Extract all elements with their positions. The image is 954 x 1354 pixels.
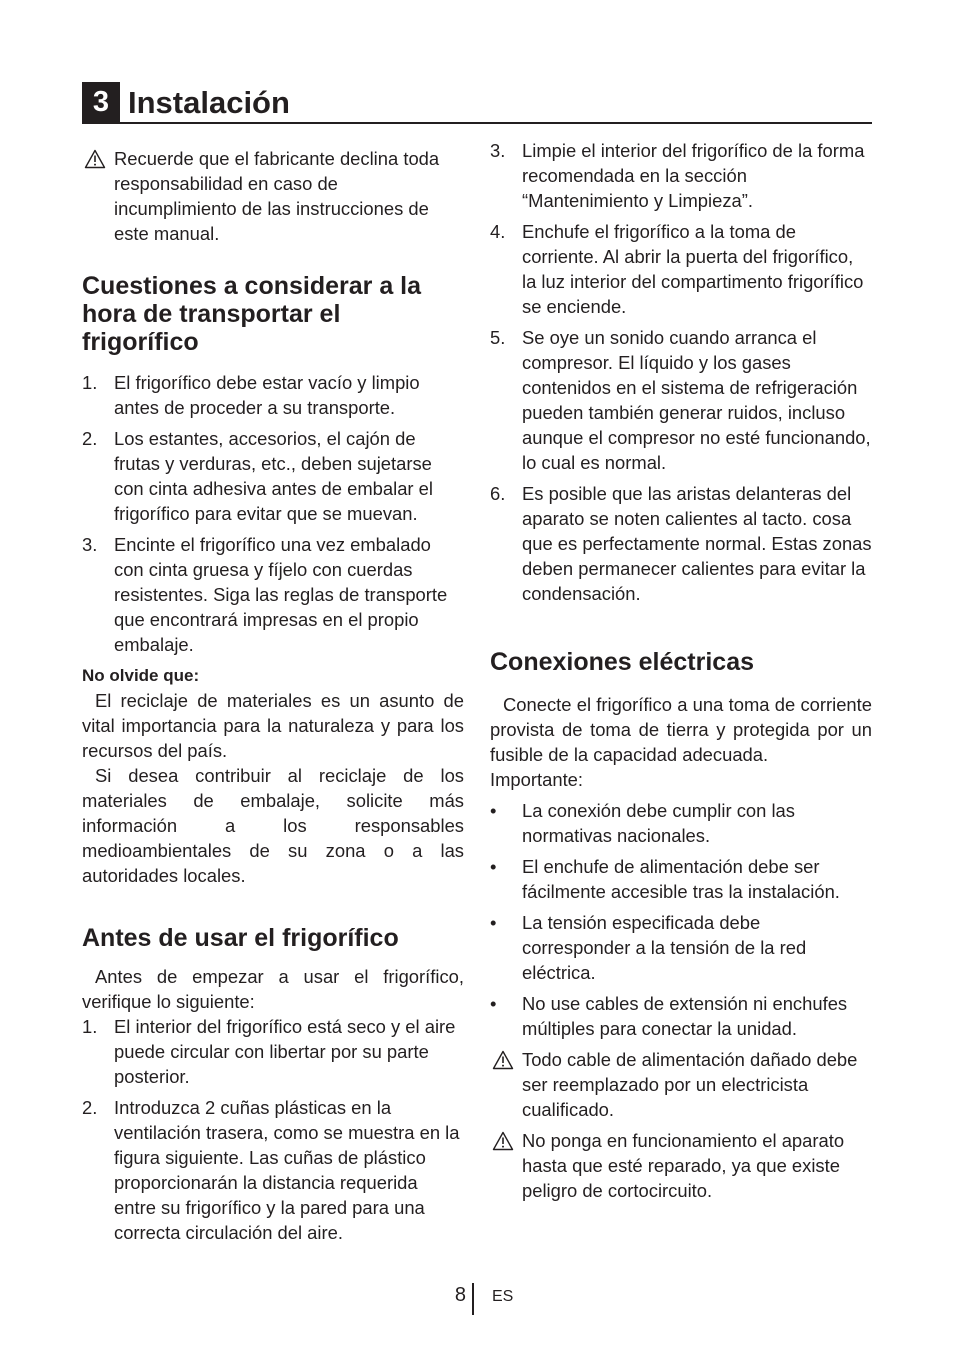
list-number: 5. [490, 327, 506, 348]
bullet-text: La conexión debe cumplir con las normativas nacionales. [522, 800, 795, 846]
list-item-text: Enchufe el frigorífico a la toma de corriente. Al abrir la puerta del frigorífico, la luz interior del compartimento frigorífico se enciende. [522, 221, 864, 317]
bullet-marker: • [490, 800, 497, 821]
section-header [82, 82, 872, 124]
warning-triangle-icon [492, 1050, 514, 1070]
list-item [490, 138, 872, 213]
page-number: 8 [454, 1284, 466, 1306]
bullet-marker: • [490, 912, 497, 933]
electrical-intro: Conecte el frigorífico a una toma de corriente provista de toma de tierra y protegida por un fusible de la capacidad adecuada. [490, 694, 872, 765]
footer-divider [472, 1283, 474, 1315]
list-item [490, 325, 872, 475]
list-item [490, 481, 872, 606]
warning-repair-text: No ponga en funcionamiento el aparato hasta que esté reparado, ya que existe peligro de cortocircuito. [522, 1130, 845, 1201]
section-number-badge: 3 [82, 82, 120, 123]
remember-label: No olvide que: [82, 666, 200, 685]
list-number: 4. [490, 221, 506, 242]
list-number: 1. [82, 1016, 98, 1037]
bullet-marker: • [490, 856, 497, 877]
list-item [82, 426, 464, 526]
list-item-text: Los estantes, accesorios, el cajón de frutas y verduras, etc., deben sujetarse con cinta adhesiva antes de embalar el frigorífico para evitar que se muevan. [114, 428, 433, 524]
list-item [490, 219, 872, 319]
warning-cable-text: Todo cable de alimentación dañado debe ser reemplazado por un electricista cualificado. [522, 1049, 858, 1120]
transport-heading: Cuestiones a considerar a la hora de transportar el frigorífico [82, 272, 422, 356]
list-number: 3. [82, 534, 98, 555]
warning-triangle-icon [84, 149, 106, 169]
electrical-heading: Conexiones eléctricas [490, 648, 755, 676]
before-use-list [82, 1014, 464, 1245]
language-code: ES [492, 1288, 514, 1305]
list-item-text: Limpie el interior del frigorífico de la forma recomendada en la sección “Mantenimiento y Limpieza”. [522, 140, 865, 211]
list-item [82, 532, 464, 657]
warning-note-cable [490, 1047, 872, 1122]
important-label: Importante: [490, 769, 584, 790]
bullet-marker: • [490, 993, 497, 1014]
warning-triangle-icon [492, 1131, 514, 1151]
list-item-text: El frigorífico debe estar vacío y limpio antes de proceder a su transporte. [114, 372, 420, 418]
list-item-text: El interior del frigorífico está seco y el aire puede circular con libertar por su parte posterior. [114, 1016, 456, 1087]
list-number: 3. [490, 140, 506, 161]
bullet-text: El enchufe de alimentación debe ser fácilmente accesible tras la instalación. [522, 856, 840, 902]
list-item [82, 370, 464, 420]
bullet-item [490, 798, 872, 848]
list-number: 2. [82, 1097, 98, 1118]
before-use-intro: Antes de empezar a usar el frigorífico, verifique lo siguiente: [82, 966, 464, 1012]
list-item-text: Encinte el frigorífico una vez embalado con cinta gruesa y fíjelo con cuerdas resistentes. Siga las reglas de transporte que encontrará impresas en el propio embalaje. [114, 534, 448, 655]
before-use-list-continued [490, 138, 872, 606]
warning-note-intro [82, 146, 464, 246]
list-item-text: Se oye un sonido cuando arranca el compresor. El líquido y los gases contenidos en el sistema de refrigeración pueden también generar ruidos, incluso aunque el compresor no esté funcionando, lo cual es normal. [522, 327, 871, 473]
bullet-text: La tensión especificada debe corresponder a la tensión de la red eléctrica. [522, 912, 807, 983]
page-footer [0, 1283, 954, 1315]
recycling-paragraph-1: El reciclaje de materiales es un asunto de vital importancia para la naturaleza y para los recursos del país. [82, 690, 464, 761]
bullet-text: No use cables de extensión ni enchufes múltiples para conectar la unidad. [522, 993, 848, 1039]
transport-list [82, 370, 464, 657]
list-number: 6. [490, 483, 506, 504]
list-item [82, 1095, 464, 1245]
list-item [82, 1014, 464, 1089]
section-title: Instalación [128, 85, 290, 120]
right-column [490, 138, 872, 1203]
list-item-text: Introduzca 2 cuñas plásticas en la ventilación trasera, como se muestra en la figura siguiente. Las cuñas de plástico proporcionarán la distancia requerida entre su frigorífico y la pared para una correcta circulación del aire. [114, 1097, 460, 1243]
list-number: 2. [82, 428, 98, 449]
bullet-item [490, 991, 872, 1041]
left-column [82, 138, 464, 1251]
list-number: 1. [82, 372, 98, 393]
warning-note-repair [490, 1128, 872, 1203]
list-item-text: Es posible que las aristas delanteras del aparato se noten calientes al tacto. cosa que es perfectamente normal. Estas zonas deben permanecer calientes para evitar la condensación. [522, 483, 872, 604]
before-use-heading: Antes de usar el frigorífico [82, 924, 399, 952]
bullet-item [490, 910, 872, 985]
recycling-paragraph-2: Si desea contribuir al reciclaje de los materiales de embalaje, solicite más información a los responsables medioambientales de su zona o a las autoridades locales. [82, 765, 464, 886]
electrical-bullet-list [490, 798, 872, 1041]
bullet-item [490, 854, 872, 904]
warning-intro-text: Recuerde que el fabricante declina toda responsabilidad en caso de incumplimiento de las instrucciones de este manual. [114, 148, 440, 244]
